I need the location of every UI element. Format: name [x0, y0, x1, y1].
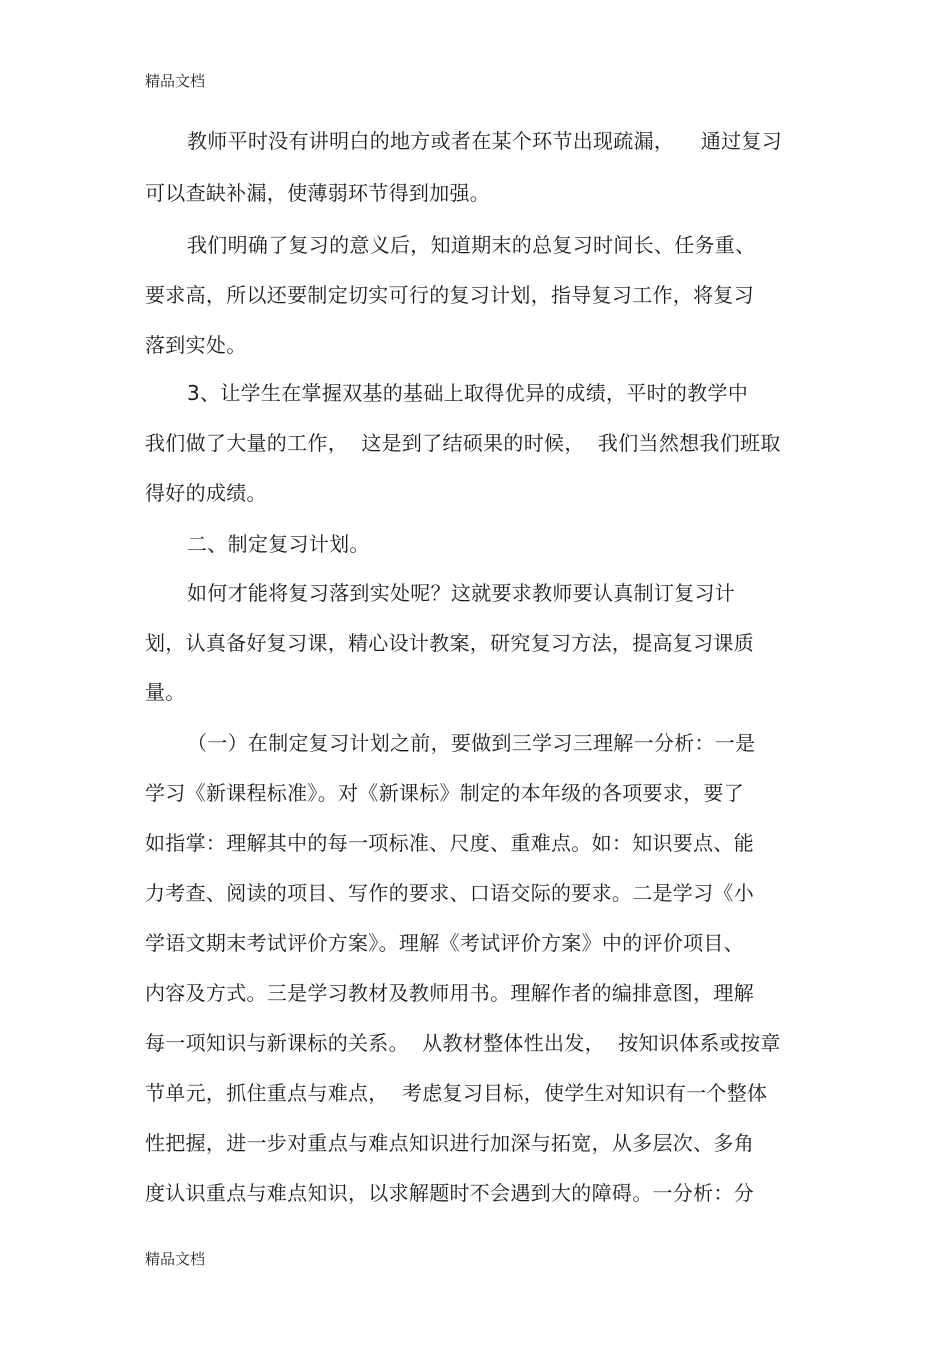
body-line: 我们明确了复习的意义后，知道期末的总复习时间长、任务重、	[187, 233, 756, 257]
body-line: 划，认真备好复习课，精心设计教案，研究复习方法，提高复习课质	[145, 631, 754, 655]
body-line: 每一项知识与新课标的关系。 从教材整体性出发， 按知识体系或按章	[145, 1031, 781, 1055]
body-line: 落到实处。	[145, 333, 247, 357]
body-line: 我们做了大量的工作， 这是到了结硕果的时候， 我们当然想我们班取	[145, 431, 781, 455]
body-line: 得好的成绩。	[145, 481, 267, 505]
page-header: 精品文档	[145, 72, 206, 90]
body-line: 学语文期末考试评价方案》。理解《考试评价方案》中的评价项目、	[145, 931, 744, 955]
page-footer: 精品文档	[145, 1250, 206, 1268]
body-line: 如何才能将复习落到实处呢？这就要求教师要认真制订复习计	[187, 581, 736, 605]
body-line: 量。	[145, 680, 186, 704]
body-line: 性把握，进一步对重点与难点知识进行加深与拓宽，从多层次、多角	[145, 1131, 754, 1155]
body-line: 教师平时没有讲明白的地方或者在某个环节出现疏漏， 通过复习	[187, 129, 783, 153]
body-line: 要求高，所以还要制定切实可行的复习计划，指导复习工作，将复习	[145, 283, 754, 307]
body-line: 内容及方式。三是学习教材及教师用书。理解作者的编排意图，理解	[145, 981, 754, 1005]
body-line: 度认识重点与难点知识，以求解题时不会遇到大的障碍。一分析：分	[145, 1181, 754, 1205]
body-line: 力考查、阅读的项目、写作的要求、口语交际的要求。二是学习《小	[145, 881, 754, 905]
body-line: 可以查缺补漏，使薄弱环节得到加强。	[145, 181, 491, 205]
body-line: （一）在制定复习计划之前，要做到三学习三理解一分析：一是	[187, 731, 756, 755]
body-line: 节单元，抓住重点与难点， 考虑复习目标，使学生对知识有一个整体	[145, 1081, 768, 1105]
body-line: 学习《新课程标准》。对《新课标》制定的本年级的各项要求，要了	[145, 781, 744, 805]
section-heading: 二、制定复习计划。	[187, 532, 370, 556]
body-line: 如指掌：理解其中的每一项标准、尺度、重难点。如：知识要点、能	[145, 831, 754, 855]
body-line: 3、让学生在掌握双基的基础上取得优异的成绩，平时的教学中	[187, 381, 749, 405]
